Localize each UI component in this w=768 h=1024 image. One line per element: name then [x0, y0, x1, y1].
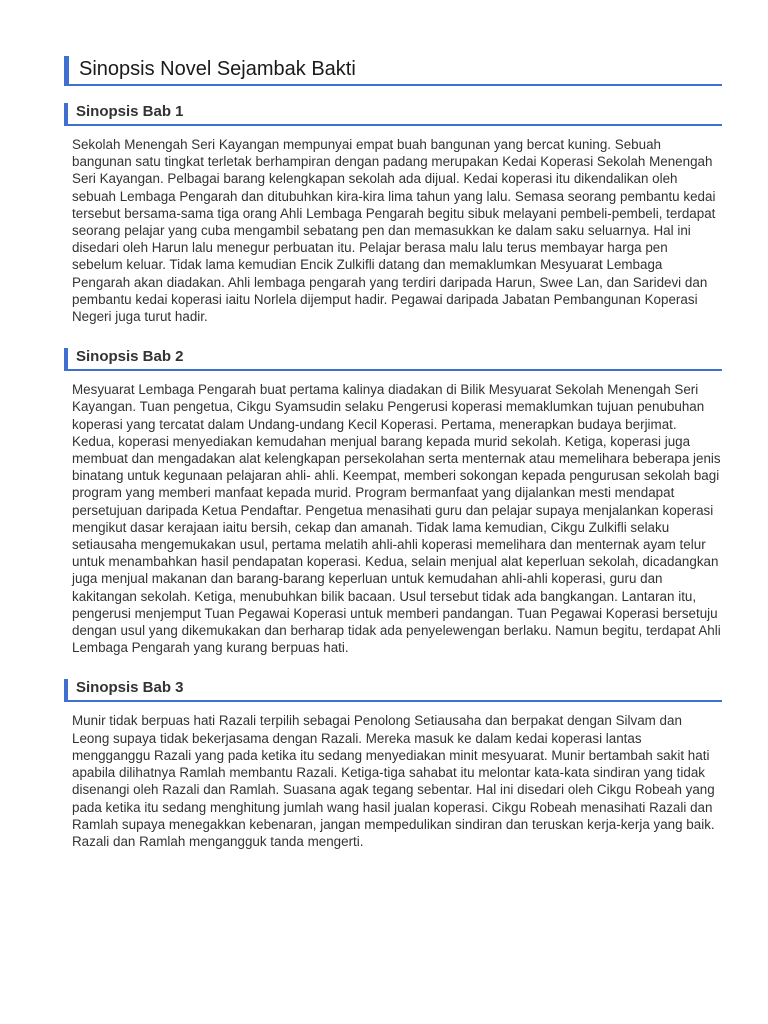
section-heading: Sinopsis Bab 2	[64, 348, 722, 369]
section-underline	[64, 700, 722, 702]
section-bab-1	[64, 103, 722, 325]
section-heading: Sinopsis Bab 3	[64, 679, 722, 700]
section-paragraph: Munir tidak berpuas hati Razali terpilih sebagai Penolong Setiausaha dan berpakat dengan Silvam dan Leong supaya tidak bekerjasama dengan Razali. Mereka masuk ke dalam kedai koperasi lantas mengganggu Razali yang pada ketika itu sedang menyediakan minit mesyuarat. Munir bertambah sakit hati apabila dilihatnya Ramlah membantu Razali. Ketiga-tiga sahabat itu melontar kata-kata sindiran yang tidak disenangi oleh Razali dan Ramlah. Suasana agak tegang sebentar. Hal ini disedari oleh Cikgu Robeah yang pada ketika itu sedang menghitung jumlah wang hasil jualan koperasi. Cikgu Robeah menasihati Razali dan Ramlah supaya menegakkan kebenaran, jangan mempedulikan sindiran dan teruskan kerja-kerja yang baik. Razali dan Ramlah mengangguk tanda mengerti.	[72, 713, 715, 849]
section-bab-3	[64, 679, 722, 850]
section-bab-2	[64, 348, 722, 656]
section-underline	[64, 369, 722, 371]
section-paragraph: Mesyuarat Lembaga Pengarah buat pertama kalinya diadakan di Bilik Mesyuarat Sekolah Menengah Seri Kayangan. Tuan pengetua, Cikgu Syamsudin selaku Pengerusi koperasi memaklumkan tujuan penubuhan koperasi yang tercatat dalam Undang-undang Kecil Koperasi. Pertama, menerapkan budaya berjimat. Kedua, koperasi menyediakan kemudahan menjual barang kepada murid sekolah. Ketiga, koperasi juga membuat dan mengadakan alat kelengkapan persekolahan serta menternak atau memelihara beberapa jenis binatang untuk kegunaan pelajaran ahli- ahli. Keempat, memberi sokongan kepada pengurusan sekolah bagi program yang memberi manfaat kepada murid. Program bermanfaat yang dijalankan mesti mendapat persetujuan daripada Ketua Pendaftar. Pengetua menasihati guru dan pelajar supaya menjalankan koperasi mengikut dasar kerajaan iaitu bersih, cekap dan amanah. Tidak lama kemudian, Cikgu Zulkifli selaku setiausaha mengemukakan usul, pertama melatih ahli-ahli koperasi memelihara dan menternak ayam telur untuk menambahkan hasil pendapatan koperasi. Kedua, selain menjual alat keperluan sekolah, dicadangkan juga menjual makanan dan barang-barang keperluan untuk kemudahan ahli-ahli koperasi, guru dan kakitangan sekolah. Ketiga, menubuhkan bilik bacaan. Usul tersebut tidak ada bangkangan. Lantaran itu, pengerusi menjemput Tuan Pegawai Koperasi untuk memberi pandangan. Tuan Pegawai Koperasi bersetuju dengan usul yang dikemukakan dan berharap tidak ada penyelewengan berlaku. Namun begitu, terdapat Ahli Lembaga Pengarah yang kurang berpuas hati.	[72, 382, 721, 656]
section-paragraph: Sekolah Menengah Seri Kayangan mempunyai empat buah bangunan yang bercat kuning. Sebuah bangunan satu tingkat terletak berhampiran dengan padang merupakan Kedai Koperasi Sekolah Menengah Seri Kayangan. Pelbagai barang kelengkapan sekolah ada dijual. Kedai koperasi itu dikendalikan oleh sebuah Lembaga Pengarah dan ditubuhkan kira-kira lima tahun yang lalu. Semasa seorang pembantu kedai tersebut bersama-sama tiga orang Ahli Lembaga Pengarah begitu sibuk melayani pembeli-pembeli, terdapat seorang pelajar yang cuba mengambil sebatang pen dan memasukkan ke dalam saku seluarnya. Hal ini disedari oleh Harun lalu menegur perbuatan itu. Pelajar berasa malu lalu terus membayar harga pen sebelum keluar. Tidak lama kemudian Encik Zulkifli datang dan memaklumkan Mesyuarat Lembaga Pengarah akan diadakan. Ahli lembaga pengarah yang terdiri daripada Harun, Swee Lan, dan Saridevi dan pembantu kedai koperasi iaitu Norlela dijemput hadir. Pegawai daripada Jabatan Pembangunan Koperasi Negeri juga turut hadir.	[72, 137, 716, 325]
page-title: Sinopsis Novel Sejambak Bakti	[64, 56, 722, 84]
title-underline	[64, 84, 722, 86]
section-heading: Sinopsis Bab 1	[64, 103, 722, 124]
document-page	[64, 56, 722, 850]
section-underline	[64, 124, 722, 126]
